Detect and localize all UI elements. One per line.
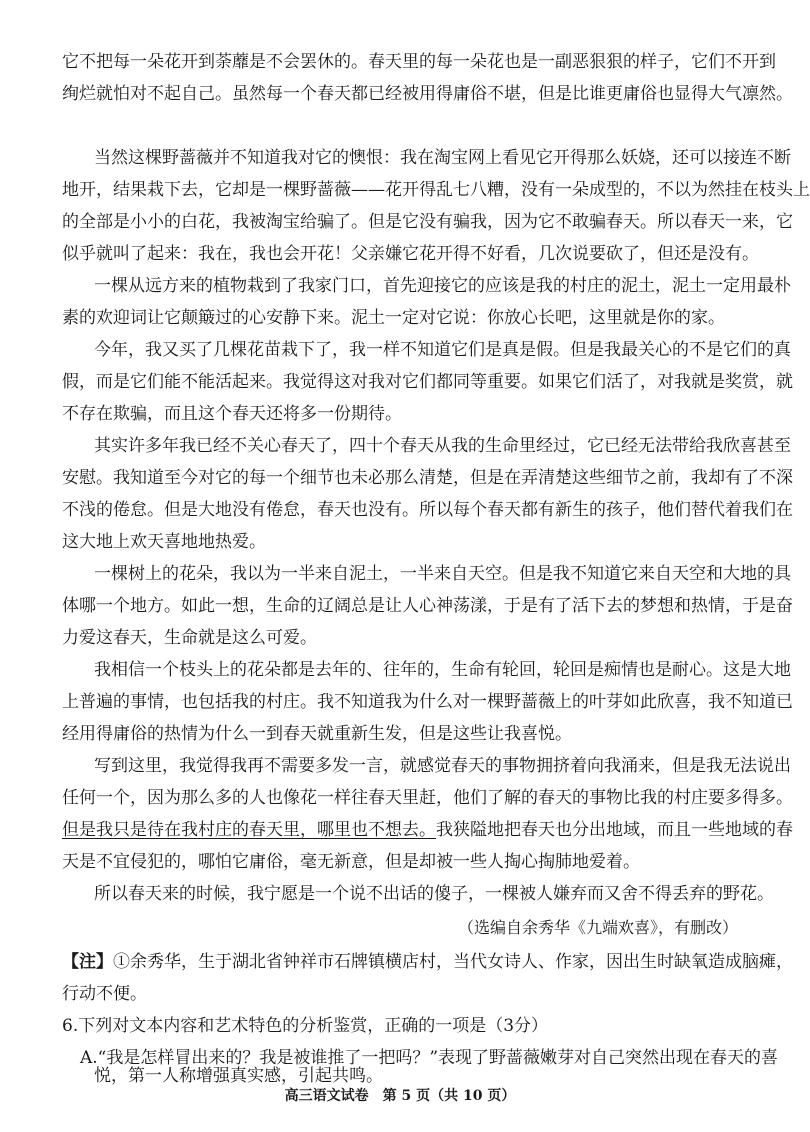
text-line: 不存在欺骗，而且这个春天还将多一份期待。	[62, 404, 402, 424]
text-line: 写到这里，我觉得我再不需要多发一言，就感觉春天的事物拥挤着向我涌来，但是我无法说出	[94, 756, 791, 776]
text-line: 一棵树上的花朵，我以为一半来自泥土，一半来自天空。但是我不知道它来自天空和大地的具	[94, 564, 791, 584]
note-label: 【注】	[62, 952, 113, 972]
underlined-sentence: 但是我只是待在我村庄的春天里，哪里也不想去。	[62, 820, 436, 840]
question-stem: 6.下列对文本内容和艺术特色的分析鉴赏，正确的一项是（3分）	[62, 1016, 549, 1036]
text-line: 任何一个，因为那么多的人也像花一样往春天里赶，他们了解的春天的事物比我的村庄要多得多。	[62, 788, 793, 808]
text-line: 我相信一个枝头上的花朵都是去年的、往年的，生命有轮回，轮回是痴情也是耐心。这是大地	[94, 660, 791, 680]
option-a: A.“我是怎样冒出来的？我是被谁推了一把吗？”表现了野蔷薇嫩芽对自己突然出现在春天的喜	[80, 1048, 779, 1068]
note-line	[62, 951, 793, 973]
text-line: 绚烂就怕对不起自己。虽然每一个春天都已经被用得庸俗不堪，但是比谁更庸俗也显得大气凛然。	[62, 84, 793, 104]
text-segment: 我狭隘地把春天也分出地域，而且一些地域的春	[436, 820, 793, 840]
text-line: 力爱这春天，生命就是这么可爱。	[62, 628, 317, 648]
text-line: 经用得庸俗的热情为什么一到春天就重新生发，但是这些让我喜悦。	[62, 724, 572, 744]
text-line: 天是不宜侵犯的，哪怕它庸俗，毫无新意，但是却被一些人掏心掏肺地爱着。	[62, 852, 640, 872]
text-line: 的全部是小小的白花，我被淘宝给骗了。但是它没有骗我，因为它不敢骗春天。所以春天一来，它	[62, 212, 793, 232]
text-line: 所以春天来的时候，我宁愿是一个说不出话的傻子，一棵被人嫌弃而又舍不得丢弃的野花。	[94, 884, 774, 904]
option-a-cont: 悦，第一人称增强真实感，引起共鸣。	[94, 1066, 383, 1086]
text-line: 一棵从远方来的植物栽到了我家门口，首先迎接它的应该是我的村庄的泥土，泥土一定用最朴	[94, 276, 791, 296]
text-line: 地开，结果栽下去，它却是一棵野蔷薇——花开得乱七八糟，没有一朵成型的，不以为然挂在枝头上	[62, 180, 810, 200]
text-line: 安慰。我知道至今对它的每一个细节也未必那么清楚，但是在弄清楚这些细节之前，我却有了不深	[62, 468, 793, 488]
text-line: 它不把每一朵花开到荼蘼是不会罢休的。春天里的每一朵花也是一副恶狠狠的样子，它们不开到	[62, 52, 776, 72]
text-line: 不浅的倦怠。但是大地没有倦怠，春天也没有。所以每个春天都有新生的孩子，他们替代着我们在	[62, 500, 793, 520]
page-footer: 高三语文试卷 第 5 页（共 10 页）	[284, 1088, 516, 1104]
text-line: 假，而是它们能不能活起来。我觉得这对我对它们都同等重要。如果它们活了，对我就是奖赏，就	[62, 372, 793, 392]
text-line-mixed	[62, 819, 793, 841]
text-line: 似乎就叫了起来：我在，我也会开花！父亲嫌它花开得不好看，几次说要砍了，但还是没有。	[62, 244, 759, 264]
source-citation: （选编自余秀华《九端欢喜》，有删改）	[457, 918, 738, 937]
text-line: 其实许多年我已经不关心春天了，四十个春天从我的生命里经过，它已经无法带给我欣喜甚至	[94, 436, 791, 456]
text-line: 体哪一个地方。如此一想，生命的辽阔总是让人心神荡漾，于是有了活下去的梦想和热情，于是奋	[62, 596, 793, 616]
text-line: 上普遍的事情，也包括我的村庄。我不知道我为什么对一棵野蔷薇上的叶芽如此欣喜，我不知道已	[62, 692, 793, 712]
text-line: 当然这棵野蔷薇并不知道我对它的懊恨：我在淘宝网上看见它开得那么妖娆，还可以接连不断	[94, 148, 791, 168]
text-line: 这大地上欢天喜地地热爱。	[62, 532, 266, 552]
text-line: 素的欢迎词让它颠簸过的心安静下来。泥土一定对它说：你放心长吧，这里就是你的家。	[62, 308, 725, 328]
note-text: ①余秀华，生于湖北省钟祥市石牌镇横店村，当代女诗人、作家，因出生时缺氧造成脑瘫，	[113, 952, 793, 972]
text-line: 今年，我又买了几棵花苗栽下了，我一样不知道它们是真是假。但是我最关心的不是它们的真	[94, 340, 791, 360]
text-line: 行动不便。	[62, 984, 147, 1004]
